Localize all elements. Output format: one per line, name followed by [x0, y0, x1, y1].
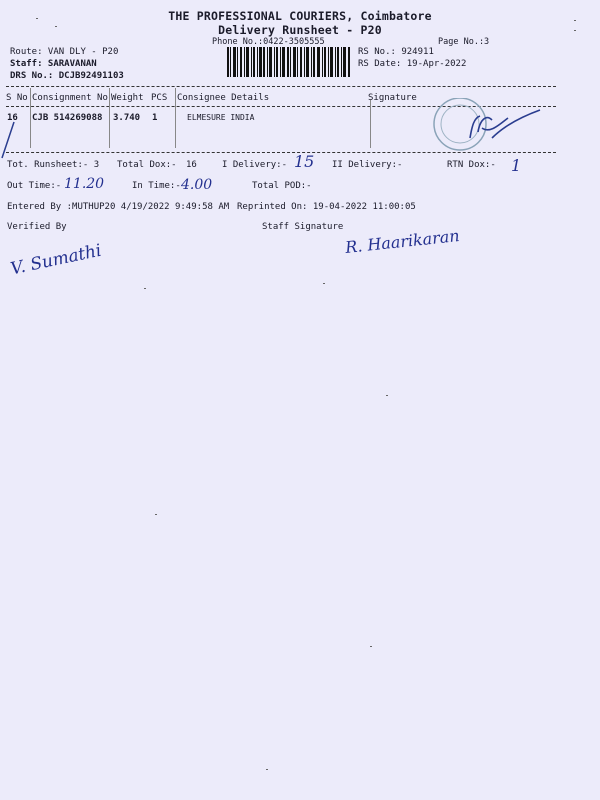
col-header-pcs: PCS [151, 93, 168, 103]
table-cell-consignee: ELMESURE INDIA [187, 113, 255, 122]
verified-by-label: Verified By [7, 222, 67, 232]
i-delivery-label: I Delivery:- [222, 160, 288, 170]
company-title: THE PROFESSIONAL COURIERS, Coimbatore [168, 9, 432, 23]
in-time-handwritten: 4.00 [181, 177, 213, 193]
total-pod-label: Total POD:- [252, 181, 312, 191]
col-header-consignee: Consignee Details [177, 93, 270, 103]
column-divider [175, 88, 176, 148]
entered-by: Entered By :MUTHUP20 4/19/2022 9:49:58 AM [7, 202, 230, 212]
i-delivery-handwritten: 15 [294, 152, 315, 171]
rtn-dox-label: RTN Dox:- [447, 160, 496, 170]
ii-delivery-label: II Delivery:- [332, 160, 403, 170]
col-header-sno: S No [6, 93, 28, 103]
table-top-rule [6, 86, 556, 87]
rs-number: RS No.: 924911 [358, 47, 434, 57]
total-runsheet: Tot. Runsheet:- 3 [7, 160, 100, 170]
verified-signature: V. Sumathi [8, 240, 104, 280]
total-dox-label: Total Dox:- [117, 160, 177, 170]
column-divider [30, 88, 31, 148]
received-stamp [430, 98, 550, 158]
barcode-image [227, 47, 351, 77]
column-divider [109, 88, 110, 148]
table-cell-pcs: 1 [152, 113, 158, 123]
staff-signature: R. Haarikaran [344, 226, 461, 257]
col-header-weight: Weight [111, 93, 144, 103]
out-time-label: Out Time:- [7, 181, 62, 191]
phone-number: Phone No.:0422-3505555 [212, 37, 325, 47]
pen-stroke-mark [0, 120, 20, 160]
staff-label: Staff: SARAVANAN [10, 59, 97, 69]
table-cell-sno: 16 [7, 113, 18, 123]
route-label: Route: VAN DLY - P20 [10, 47, 119, 57]
rs-date: RS Date: 19-Apr-2022 [358, 59, 467, 69]
page-number: Page No.:3 [438, 37, 490, 47]
out-time-handwritten: 11.20 [64, 176, 105, 192]
column-divider [370, 100, 371, 148]
rtn-dox-handwritten: 1 [511, 156, 522, 175]
total-dox-value: 16 [186, 160, 197, 170]
table-cell-weight: 3.740 [113, 113, 141, 123]
staff-signature-label: Staff Signature [262, 222, 344, 232]
col-header-consignment: Consignment No [32, 93, 108, 103]
table-bottom-rule [6, 152, 556, 153]
table-cell-consignment: CJB 514269088 [32, 113, 103, 123]
runsheet-title: Delivery Runsheet - P20 [218, 23, 382, 37]
col-header-signature: Signature [368, 93, 417, 103]
drs-number: DRS No.: DCJB92491103 [10, 71, 124, 81]
in-time-label: In Time:- [132, 181, 181, 191]
reprinted-on: Reprinted On: 19-04-2022 11:00:05 [237, 202, 416, 212]
